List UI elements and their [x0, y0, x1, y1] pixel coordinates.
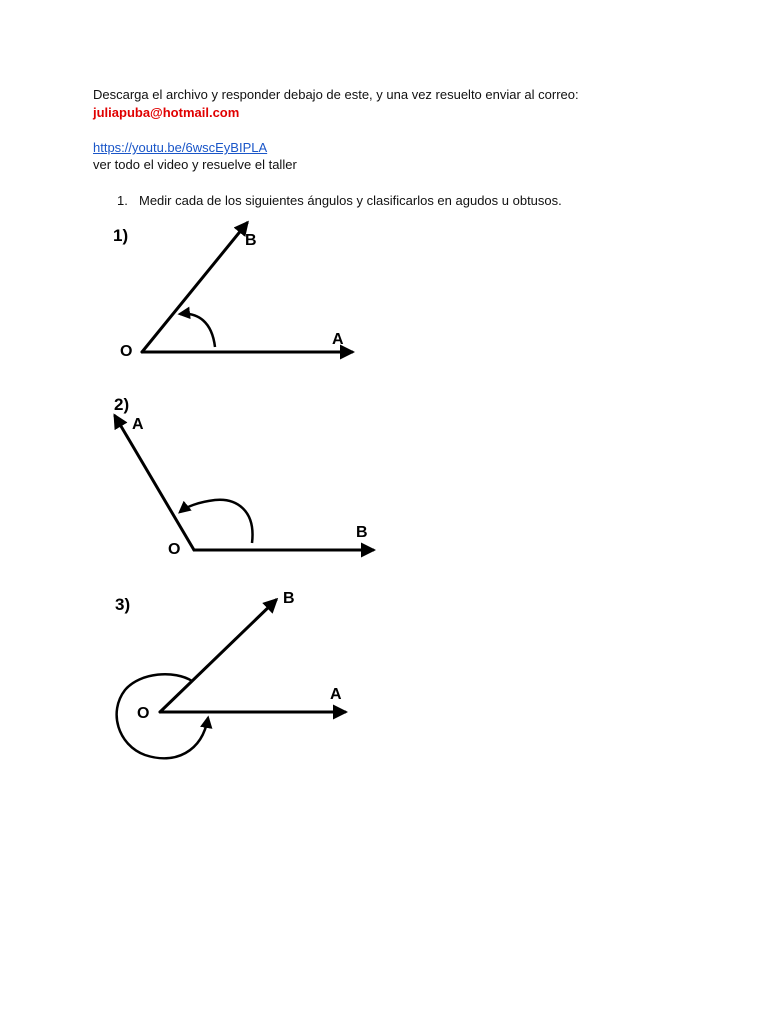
- ray-label: B: [356, 524, 368, 541]
- ray-label: B: [245, 232, 257, 249]
- question-text: Medir cada de los siguientes ángulos y clasificarlos en agudos u obtusos.: [139, 193, 562, 208]
- figure-number: 1): [113, 226, 129, 245]
- angle-figure-2: [114, 395, 373, 558]
- ray-label: B: [283, 590, 295, 607]
- figure-number: 2): [114, 395, 130, 414]
- instruction-text-2: ver todo el video y resuelve el taller: [93, 157, 297, 172]
- vertex-label: O: [168, 541, 181, 558]
- angle-arc: [180, 314, 215, 347]
- angle-arc: [117, 674, 208, 758]
- angle-figure-3: [115, 590, 345, 758]
- vertex-label: O: [137, 705, 150, 722]
- figure-number: 3): [115, 595, 131, 614]
- instruction-text: Descarga el archivo y responder debajo de este, y una vez resuelto enviar al correo:: [93, 87, 579, 102]
- ray-ob: [142, 223, 247, 352]
- ray-label: A: [332, 331, 344, 348]
- question-number: 1.: [117, 193, 128, 208]
- angle-figure-1: [113, 223, 352, 360]
- angle-arc: [180, 500, 253, 543]
- video-link[interactable]: https://youtu.be/6wscEyBIPLA: [93, 140, 268, 155]
- email-address[interactable]: juliapuba@hotmail.com: [93, 105, 240, 120]
- vertex-label: O: [120, 343, 133, 360]
- ray-oa: [115, 416, 194, 550]
- ray-label: A: [330, 686, 342, 703]
- ray-ob: [160, 600, 276, 712]
- ray-label: A: [132, 416, 144, 433]
